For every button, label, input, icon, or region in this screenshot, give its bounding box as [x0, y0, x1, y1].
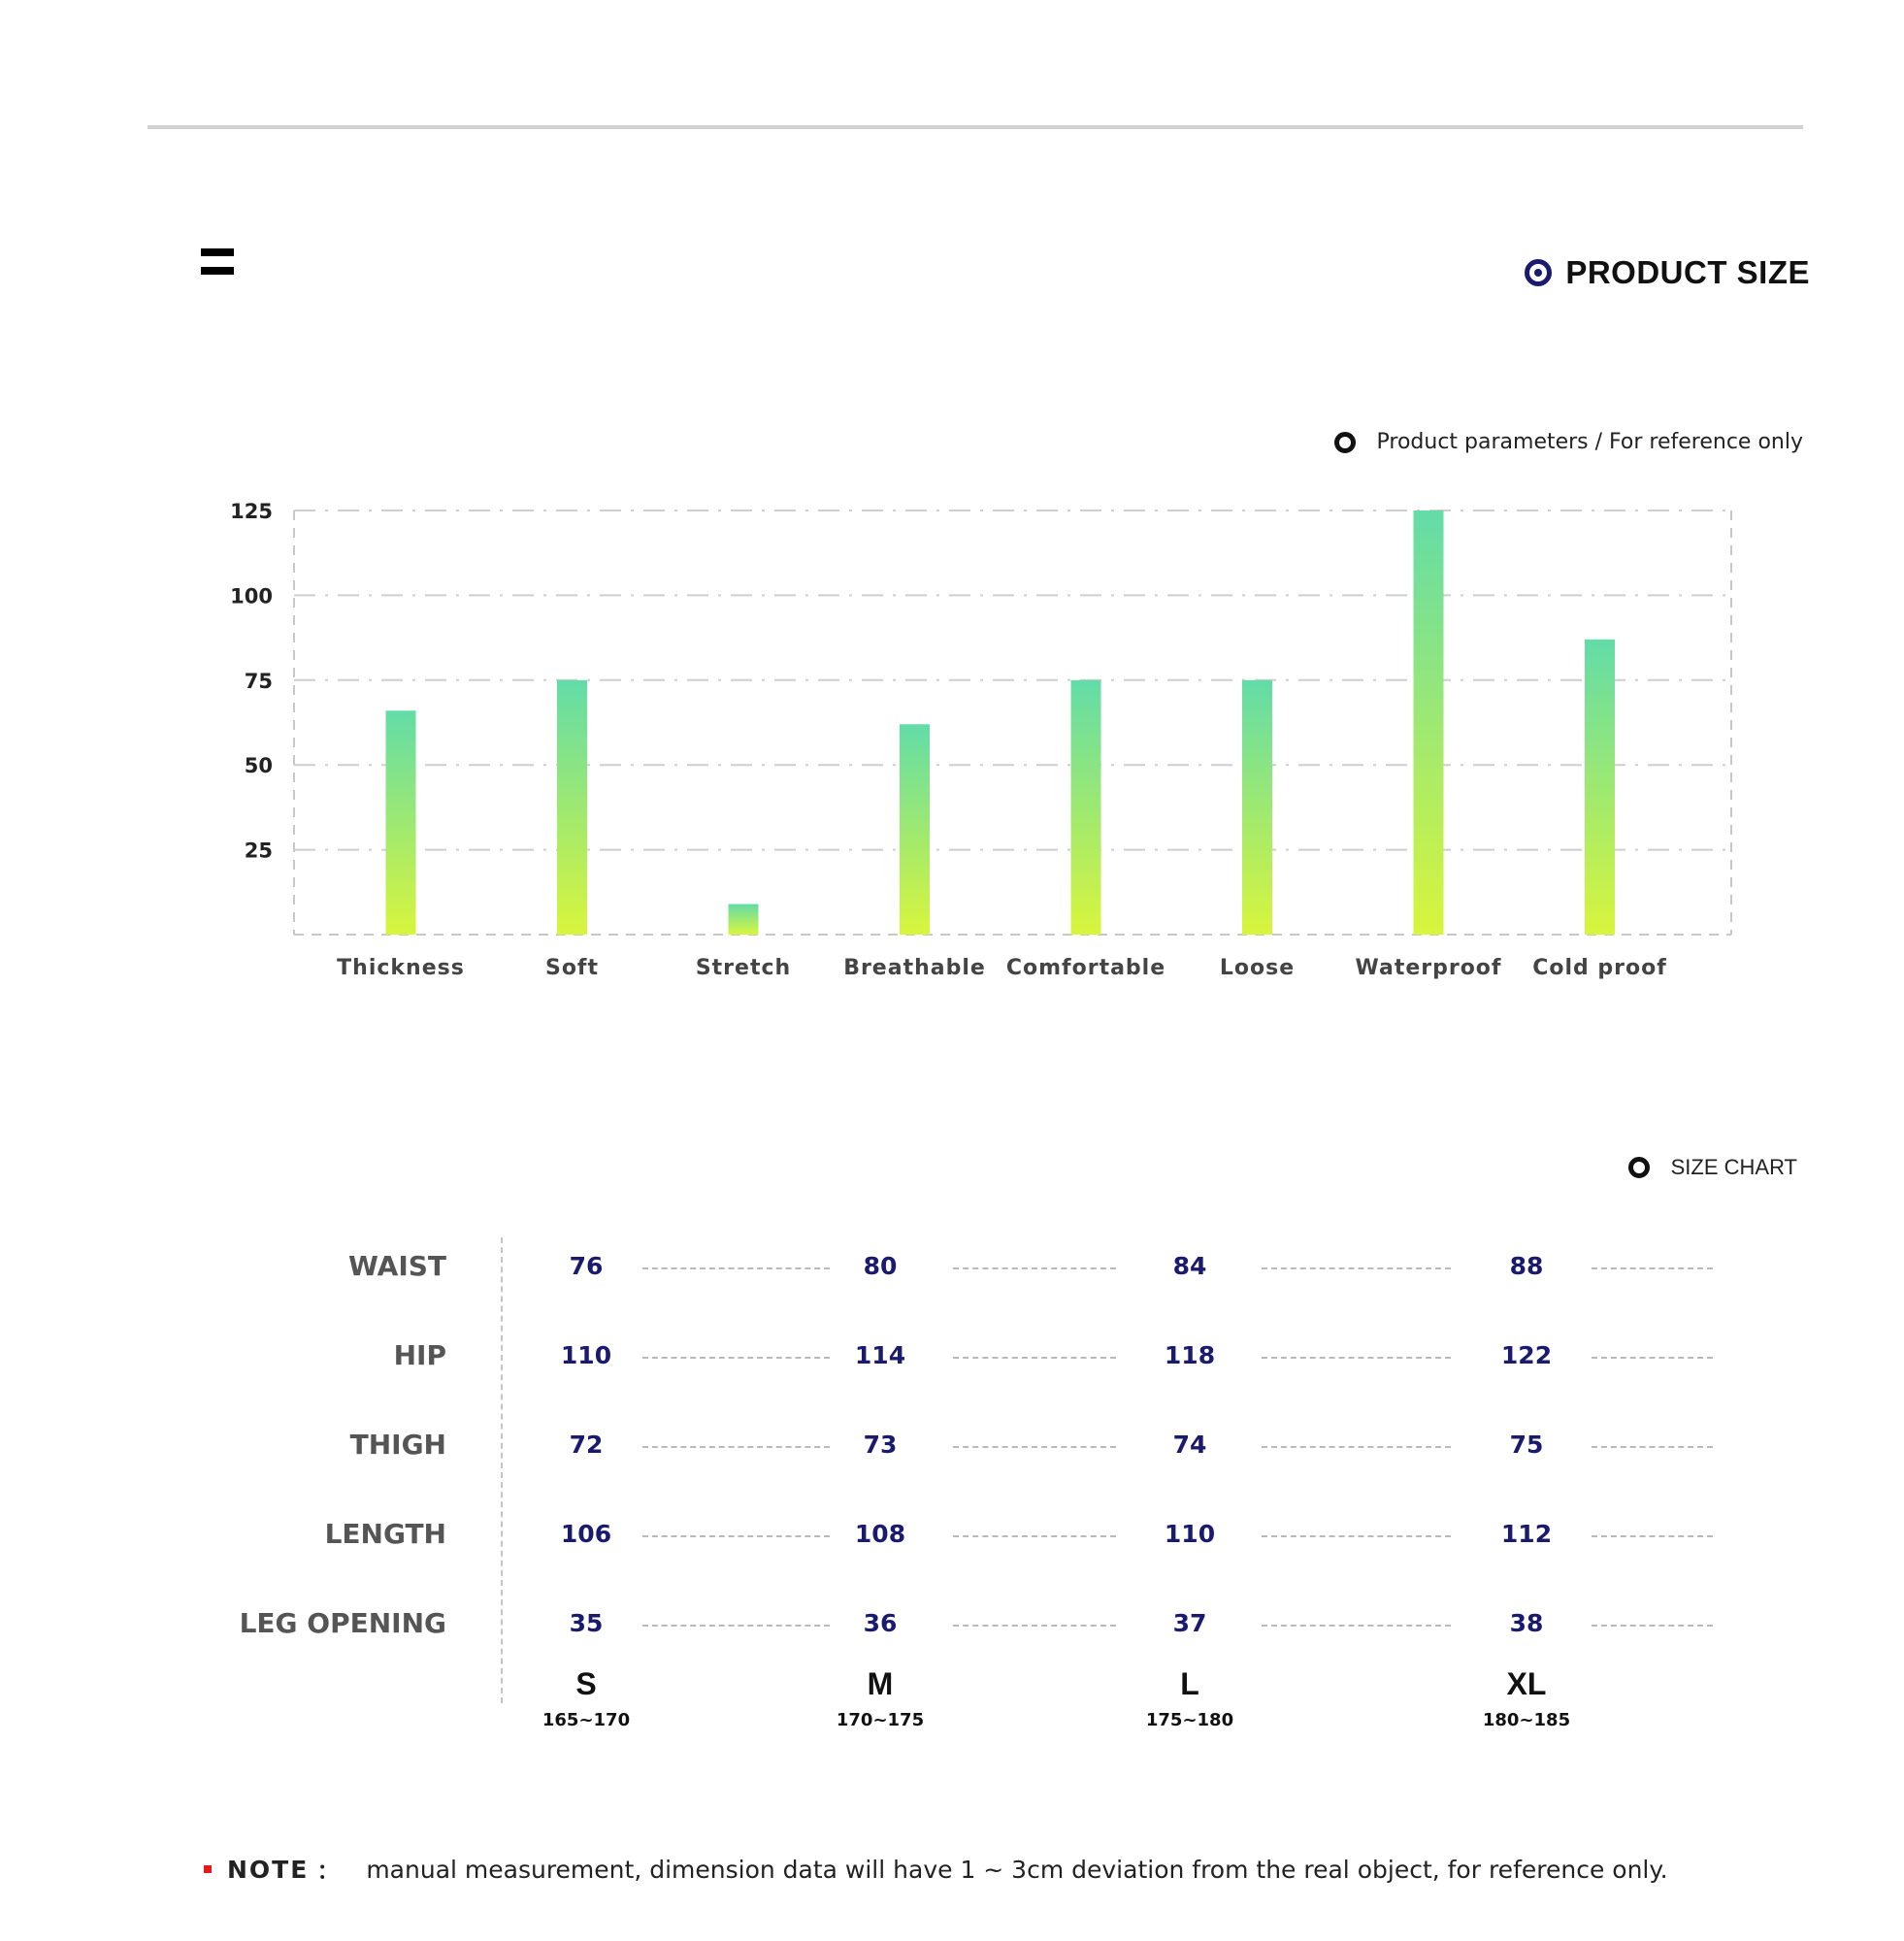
size-value: 73	[863, 1431, 898, 1459]
x-tick-label: Comfortable	[1005, 956, 1166, 980]
row-dash-line	[642, 1625, 830, 1627]
size-value: 114	[854, 1341, 906, 1369]
row-label-hip: HIP	[393, 1339, 446, 1371]
x-tick-label: Stretch	[695, 956, 792, 980]
x-tick-label: Thickness	[337, 956, 465, 980]
note-bullet	[204, 1865, 212, 1873]
row-dash-line	[1592, 1535, 1713, 1537]
row-dash-line	[1592, 1357, 1713, 1359]
x-tick-label: Soft	[544, 956, 600, 980]
row-label-length: LENGTH	[324, 1518, 446, 1550]
y-tick-label: 25	[244, 839, 273, 863]
row-dash-line	[642, 1267, 830, 1269]
y-tick-label: 50	[244, 754, 273, 778]
size-value: 112	[1500, 1520, 1553, 1548]
row-dash-line	[953, 1446, 1116, 1448]
x-tick-label: Breathable	[843, 956, 986, 980]
row-dash-line	[642, 1357, 830, 1359]
row-dash-line	[642, 1535, 830, 1537]
y-tick-label: 100	[230, 584, 273, 609]
row-dash-line	[953, 1535, 1116, 1537]
size-label-l: L	[1180, 1666, 1199, 1701]
row-dash-line	[1262, 1535, 1451, 1537]
row-dash-line	[1262, 1357, 1451, 1359]
row-dash-line	[1262, 1625, 1451, 1627]
size-value: 38	[1509, 1609, 1544, 1637]
size-value: 80	[863, 1252, 898, 1280]
row-dash-line	[1592, 1625, 1713, 1627]
size-chart-caption-text: SIZE CHART	[1670, 1155, 1797, 1179]
y-tick-label: 75	[244, 669, 273, 693]
x-tick-label: Loose	[1219, 956, 1296, 980]
size-value: 75	[1509, 1431, 1544, 1459]
size-label-m: M	[867, 1666, 894, 1701]
size-value: 122	[1500, 1341, 1553, 1369]
size-value: 72	[569, 1431, 604, 1459]
row-dash-line	[642, 1446, 830, 1448]
note-colon: ：	[316, 1857, 342, 1885]
row-label-leg-opening: LEG OPENING	[239, 1607, 446, 1639]
note-label: NOTE	[227, 1855, 310, 1884]
row-dash-line	[953, 1357, 1116, 1359]
table-separator	[501, 1237, 503, 1703]
size-value: 37	[1172, 1609, 1207, 1637]
row-dash-line	[1262, 1446, 1451, 1448]
size-height-range: 180~185	[1482, 1710, 1571, 1730]
size-value: 110	[560, 1341, 612, 1369]
note	[204, 1852, 1668, 1887]
size-label-xl: XL	[1506, 1666, 1547, 1701]
size-height-range: 175~180	[1145, 1710, 1234, 1730]
size-value: 88	[1509, 1252, 1544, 1280]
size-label-s: S	[575, 1666, 597, 1701]
size-value: 106	[560, 1520, 612, 1548]
row-label-waist: WAIST	[348, 1250, 446, 1282]
note-text: manual measurement, dimension data will have 1 ~ 3cm deviation from the real object, for reference only.	[366, 1855, 1668, 1884]
row-dash-line	[1592, 1267, 1713, 1269]
size-height-range: 170~175	[836, 1710, 925, 1730]
section-title: PRODUCT SIZE	[1565, 254, 1810, 290]
size-value: 36	[863, 1609, 898, 1637]
size-value: 110	[1164, 1520, 1216, 1548]
row-dash-line	[953, 1625, 1116, 1627]
size-value: 76	[569, 1252, 604, 1280]
y-tick-label: 125	[230, 500, 273, 523]
row-label-thigh: THIGH	[349, 1429, 446, 1461]
size-height-range: 165~170	[542, 1710, 631, 1730]
row-dash-line	[953, 1267, 1116, 1269]
size-value: 84	[1172, 1252, 1207, 1280]
x-tick-label: Cold proof	[1532, 956, 1667, 980]
row-dash-line	[1262, 1267, 1451, 1269]
size-value: 74	[1172, 1431, 1207, 1459]
size-value: 108	[854, 1520, 906, 1548]
size-value: 118	[1164, 1341, 1216, 1369]
size-value: 35	[569, 1609, 604, 1637]
parameters-caption-text: Product parameters / For reference only	[1376, 430, 1803, 454]
row-dash-line	[1592, 1446, 1713, 1448]
x-tick-label: Waterproof	[1355, 956, 1502, 980]
